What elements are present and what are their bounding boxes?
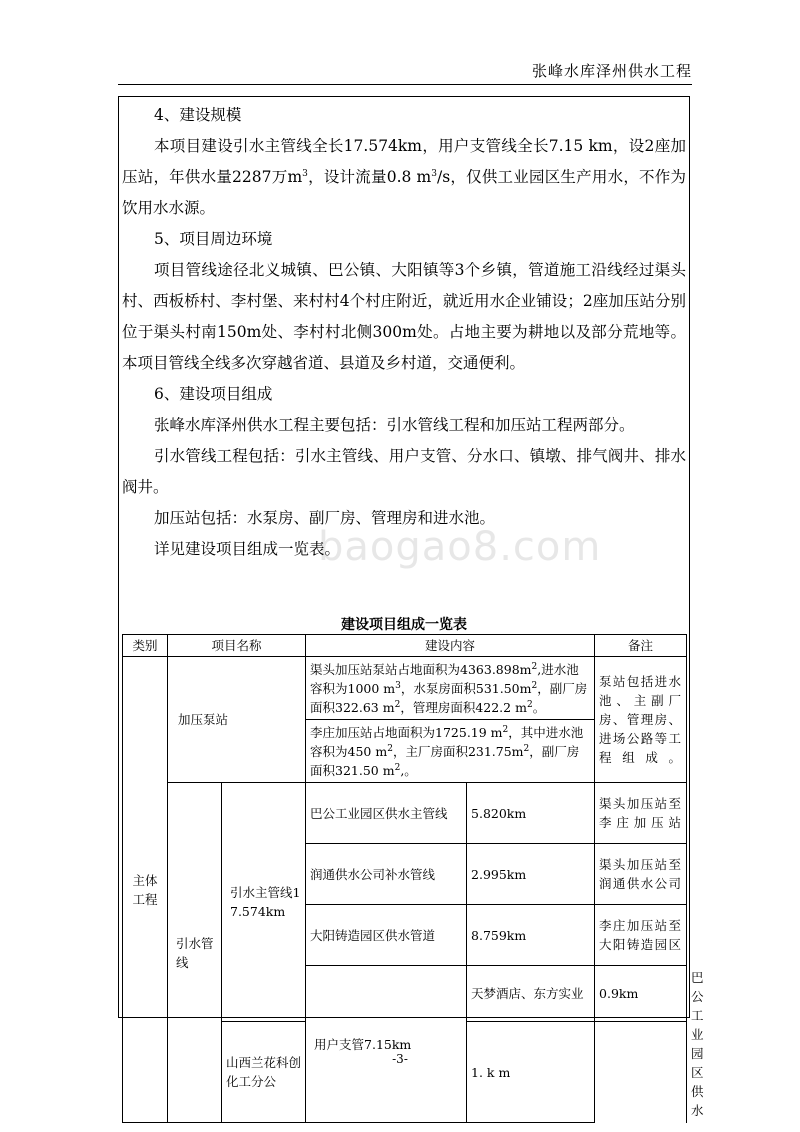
table-header-row bbox=[123, 635, 687, 657]
page-number: -3- bbox=[392, 1052, 408, 1066]
pipeline-row-name: 巴公工业园区供水主管线 bbox=[306, 783, 467, 844]
section-4-text-b: ，设计流量0.8 m bbox=[307, 168, 432, 186]
qutou-sup-4: 2 bbox=[394, 699, 401, 710]
header-content: 建设内容 bbox=[306, 635, 595, 657]
body-text bbox=[122, 100, 686, 565]
header-name: 项目名称 bbox=[168, 635, 306, 657]
qutou-text-b: ,进水池容积为1000 m bbox=[310, 661, 579, 696]
header-rule bbox=[118, 84, 692, 85]
branch-row-name: 山西兰花科创化工分公 bbox=[222, 1022, 306, 1123]
section-4-text-c: /s，仅供工业园区生产用水，不作为饮用水水源。 bbox=[122, 168, 686, 217]
lizhuang-sup-2: 2 bbox=[387, 743, 393, 754]
pipeline-row-remark: 渠头加压站至润通供水公司 bbox=[595, 844, 687, 905]
header-remarks: 备注 bbox=[595, 635, 687, 657]
header-category: 类别 bbox=[123, 635, 168, 657]
lizhuang-station-content bbox=[306, 720, 595, 783]
lizhuang-sup-3: 2 bbox=[523, 743, 530, 754]
pipeline-name-cell: 引水管线 bbox=[168, 783, 222, 1123]
qutou-text-c: ，水泵房面积531.50m bbox=[400, 680, 532, 696]
pipeline-row-length: 5.820km bbox=[467, 783, 595, 844]
lizhuang-text-a: 李庄加压站占地面积为1725.19 m bbox=[310, 724, 503, 740]
station-name-cell: 加压泵站 bbox=[168, 657, 306, 783]
branch-row-name: 天梦酒店、东方实业 bbox=[467, 966, 595, 1022]
table-row bbox=[123, 657, 687, 720]
table-row bbox=[123, 783, 687, 844]
section-6-paragraph-4: 详见建设项目组成一览表。 bbox=[154, 540, 341, 558]
qutou-text-f: 。 bbox=[532, 699, 546, 715]
header-title: 张峰水库泽州供水工程 bbox=[531, 62, 692, 80]
table-row: 用户支管7.15km 天梦酒店、东方实业 0.9km 巴公工业园区供水 bbox=[123, 966, 687, 1022]
pipeline-row-remark: 李庄加压站至大阳铸造园区 bbox=[595, 905, 687, 966]
section-4-heading: 4、建设规模 bbox=[154, 106, 242, 124]
main-pipeline-label: 引水主管线17.574km bbox=[222, 783, 306, 1022]
section-4-paragraph bbox=[122, 131, 686, 224]
watermark: baogao8.com bbox=[318, 524, 602, 570]
qutou-sup-1: 2 bbox=[531, 661, 538, 672]
section-4-sup-b: 3 bbox=[431, 168, 437, 179]
lizhuang-text-c: ，主厂房面积231.75m bbox=[392, 743, 524, 759]
pipeline-row-remark: 渠头加压站至李庄加压站 bbox=[595, 783, 687, 844]
lizhuang-text-d: ，副厂房面积321.50 m bbox=[310, 743, 580, 778]
qutou-sup-2: 3 bbox=[395, 680, 401, 691]
section-6-paragraph-1: 张峰水库泽州供水工程主要包括：引水管线工程和加压站工程两部分。 bbox=[154, 416, 635, 434]
qutou-station-content bbox=[306, 657, 595, 720]
pipeline-row-name: 大阳铸造园区供水管道 bbox=[306, 905, 467, 966]
section-5-heading: 5、项目周边环境 bbox=[154, 230, 273, 248]
section-4-text-a: 本项目建设引水主管线全长17.574km，用户支管线全长7.15 km，设2座加压站，年供水量2287万m bbox=[122, 137, 686, 186]
section-4-sup-a: 3 bbox=[302, 168, 308, 179]
section-6-paragraph-3: 加压站包括：水泵房、副厂房、管理房和进水池。 bbox=[154, 509, 496, 527]
pipeline-row-length: 2.995km bbox=[467, 844, 595, 905]
qutou-sup-5: 2 bbox=[526, 699, 533, 710]
pipeline-row-name: 润通供水公司补水管线 bbox=[306, 844, 467, 905]
pipeline-row-length: 8.759km bbox=[467, 905, 595, 966]
section-6-paragraph-2: 引水管线工程包括：引水主管线、用户支管、分水口、镇墩、排气阀井、排水阀井。 bbox=[122, 447, 686, 496]
lizhuang-sup-1: 2 bbox=[502, 724, 509, 735]
qutou-sup-3: 2 bbox=[531, 680, 538, 691]
lizhuang-text-e: ,。 bbox=[400, 762, 417, 778]
table-title: 建设项目组成一览表 bbox=[341, 617, 467, 633]
composition-table bbox=[122, 634, 705, 1123]
qutou-text-d: ，副厂房面积322.63 m bbox=[310, 680, 588, 715]
branch-pipeline-label: 用户支管7.15km bbox=[306, 966, 467, 1123]
section-6-heading: 6、建设项目组成 bbox=[154, 385, 273, 403]
branch-row-length: 1. k m bbox=[467, 1022, 595, 1123]
section-5-paragraph: 项目管线途径北义城镇、巴公镇、大阳镇等3个乡镇，管道施工沿线经过渠头村、西板桥村、李村堡、来村村4个村庄附近，就近用水企业铺设；2座加压站分别位于渠头村南150m处、李村村北侧300m处。占地主要为耕地以及部分荒地等。本项目管线全线多次穿越省道、县道及乡村道，交通便利。 bbox=[122, 261, 686, 372]
qutou-text-a: 渠头加压站泵站占地面积为4363.898m bbox=[310, 661, 532, 677]
branch-row-length: 0.9km bbox=[595, 966, 687, 1022]
qutou-text-e: ，管理房面积422.2 m bbox=[400, 699, 527, 715]
main-category-cell: 主体工程 bbox=[123, 657, 168, 1123]
lizhuang-sup-4: 2 bbox=[394, 762, 401, 773]
station-remark-cell: 泵站包括进水池、主副厂房、管理房、进场公路等工程组成。 bbox=[595, 657, 687, 783]
lizhuang-text-b: ，其中进水池容积为450 m bbox=[310, 724, 584, 759]
